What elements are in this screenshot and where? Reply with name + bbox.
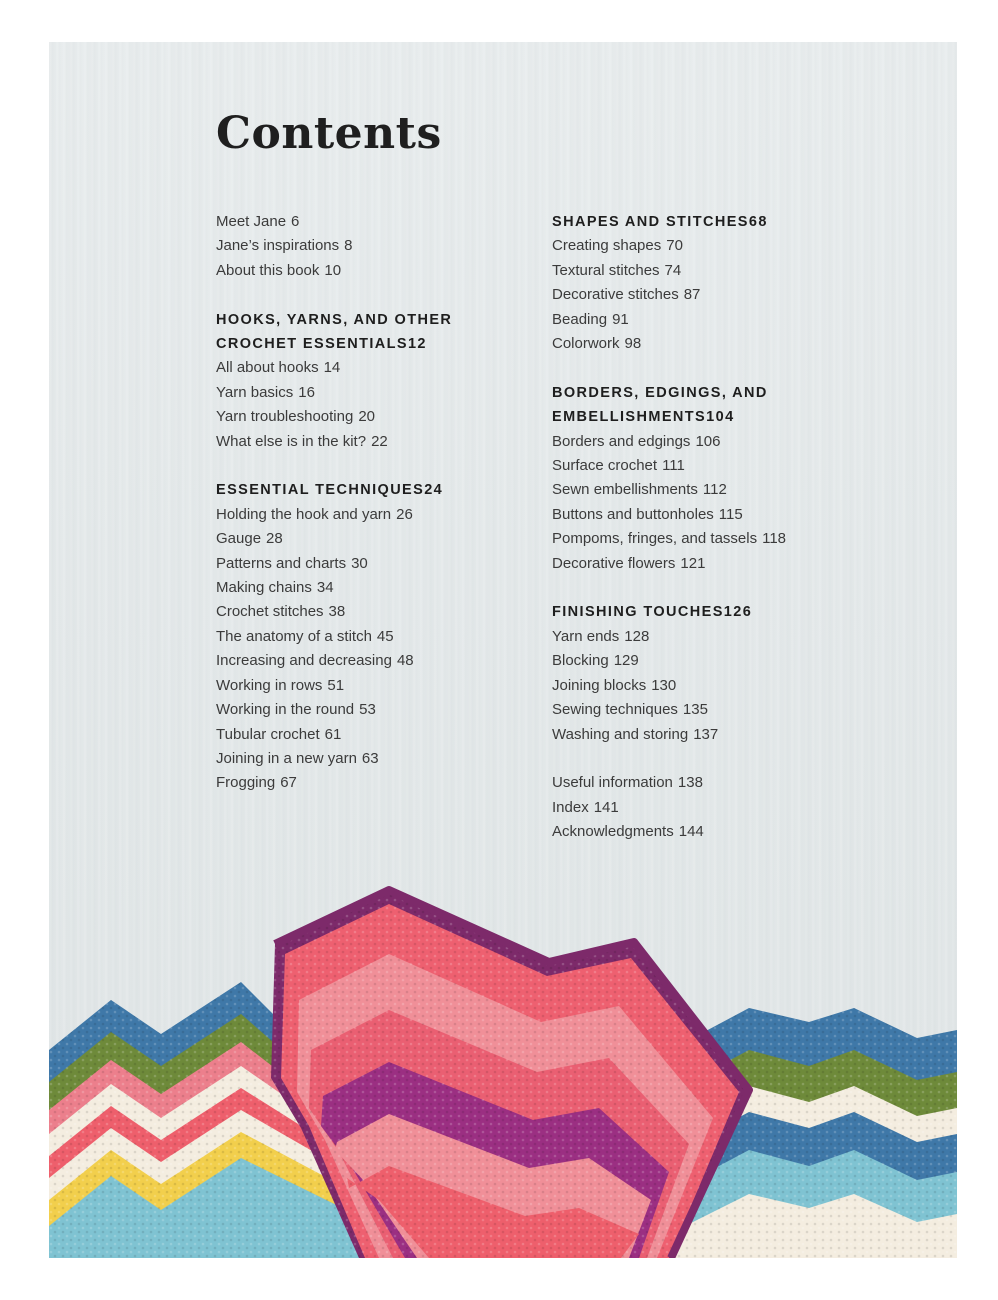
page-title: Contents <box>216 108 442 159</box>
section-gap <box>552 747 882 771</box>
toc-entry[interactable] <box>552 771 882 795</box>
toc-entry-label: Washing and storing <box>552 725 689 743</box>
section-heading-essential-techniques[interactable] <box>216 478 546 502</box>
toc-entry-page: 22 <box>371 432 388 450</box>
section-gap <box>216 454 546 478</box>
toc-entry[interactable] <box>552 698 882 722</box>
toc-entry[interactable] <box>216 552 546 576</box>
section-heading-line: BORDERS, EDGINGS, AND <box>552 384 768 401</box>
toc-left-column <box>216 210 546 796</box>
toc-entry-label: Making chains <box>216 579 312 597</box>
toc-entry-page: 138 <box>677 774 703 792</box>
toc-entry-page: 118 <box>762 530 787 548</box>
toc-entry-page: 91 <box>612 310 629 328</box>
toc-entry-page: 8 <box>344 237 353 255</box>
toc-entry[interactable] <box>216 405 546 429</box>
section-heading-page: 104 <box>706 409 735 426</box>
toc-entry-label: Joining in a new yarn <box>216 749 357 767</box>
toc-entry[interactable] <box>552 478 882 502</box>
toc-entry[interactable] <box>552 820 882 844</box>
toc-entry[interactable] <box>216 503 546 527</box>
toc-entry[interactable] <box>216 600 546 624</box>
toc-entry[interactable] <box>552 552 882 576</box>
toc-entry-label: Surface crochet <box>552 457 658 475</box>
toc-entry-page: 70 <box>666 237 683 255</box>
toc-entry-label: Gauge <box>216 530 262 548</box>
toc-entry[interactable] <box>216 527 546 551</box>
toc-entry[interactable] <box>552 649 882 673</box>
toc-entry[interactable] <box>216 698 546 722</box>
toc-entry-label: Borders and edgings <box>552 432 691 450</box>
toc-entry[interactable] <box>552 796 882 820</box>
toc-entry-page: 130 <box>651 676 677 694</box>
toc-entry-page: 87 <box>683 286 701 304</box>
toc-entry-page: 98 <box>624 335 642 353</box>
section-heading-line: FINISHING TOUCHES <box>552 604 724 621</box>
crochet-swatches-illustration <box>49 882 957 1258</box>
toc-entry-page: 6 <box>291 213 300 230</box>
toc-entry-page: 144 <box>678 823 704 841</box>
toc-entry-label: Buttons and buttonholes <box>552 505 714 523</box>
toc-entry-page: 14 <box>323 359 341 377</box>
toc-entry[interactable] <box>552 454 882 478</box>
toc-entry-page: 26 <box>396 505 413 523</box>
toc-entry[interactable] <box>552 674 882 698</box>
toc-entry-label: Index <box>552 798 589 816</box>
toc-entry-page: 34 <box>316 579 334 597</box>
toc-entry-label: All about hooks <box>216 359 319 377</box>
toc-entry-label: What else is in the kit? <box>216 432 367 450</box>
toc-entry[interactable] <box>216 723 546 747</box>
toc-entry-page: 61 <box>324 725 342 743</box>
section-heading-line: CROCHET ESSENTIALS <box>216 336 408 353</box>
section-heading-borders[interactable] <box>552 381 882 405</box>
toc-entry[interactable] <box>216 576 546 600</box>
toc-entry-label: Beading <box>552 310 608 328</box>
toc-entry-label: Joining blocks <box>552 676 647 694</box>
toc-entry-label: Useful information <box>552 774 673 792</box>
toc-entry-page: 30 <box>351 554 368 572</box>
toc-entry-page: 28 <box>266 530 283 548</box>
toc-entry[interactable] <box>552 503 882 527</box>
section-heading-line: EMBELLISHMENTS <box>552 409 707 426</box>
toc-entry-page: 121 <box>680 554 706 572</box>
toc-entry[interactable] <box>216 210 546 234</box>
section-heading-finishing-touches[interactable] <box>552 600 882 624</box>
toc-entry-label: Colorwork <box>552 335 620 353</box>
section-heading-page: 126 <box>723 604 753 621</box>
toc-entry[interactable] <box>216 674 546 698</box>
section-heading-hooks-yarns-cont[interactable] <box>216 332 546 356</box>
toc-entry-page: 74 <box>664 261 682 279</box>
toc-entry-label: Jane’s inspirations <box>216 237 340 255</box>
toc-entry-label: Working in the round <box>216 701 355 719</box>
toc-entry-label: Crochet stitches <box>216 603 324 621</box>
toc-entry-label: About this book <box>216 261 320 279</box>
toc-entry[interactable] <box>216 381 546 405</box>
toc-entry[interactable] <box>552 259 882 283</box>
toc-entry-label: Holding the hook and yarn <box>216 505 392 523</box>
toc-entry-label: Increasing and decreasing <box>216 652 392 670</box>
toc-entry-page: 53 <box>359 701 376 719</box>
toc-entry-page: 111 <box>662 457 685 475</box>
section-heading-line: HOOKS, YARNS, AND OTHER <box>216 311 453 328</box>
toc-entry-page: 51 <box>327 676 345 694</box>
section-heading-line: ESSENTIAL TECHNIQUES <box>216 482 425 499</box>
toc-entry-page: 16 <box>298 383 315 401</box>
toc-entry-label: Meet Jane <box>216 213 287 230</box>
toc-entry[interactable] <box>216 430 546 454</box>
toc-entry[interactable] <box>216 356 546 380</box>
section-heading-line: SHAPES AND STITCHES <box>552 214 749 230</box>
toc-entry-label: Pompoms, fringes, and tassels <box>552 530 758 548</box>
toc-entry[interactable] <box>552 527 882 551</box>
toc-entry-label: Patterns and charts <box>216 554 347 572</box>
toc-entry-page: 45 <box>376 627 394 645</box>
toc-entry-page: 48 <box>396 652 414 670</box>
toc-entry-page: 135 <box>682 701 708 719</box>
toc-entry[interactable] <box>216 771 546 795</box>
toc-right-column <box>552 210 882 845</box>
toc-entry[interactable] <box>552 430 882 454</box>
toc-entry[interactable] <box>552 625 882 649</box>
toc-entry-page: 128 <box>624 627 650 645</box>
section-gap <box>552 576 882 600</box>
toc-entry-label: Sewn embellishments <box>552 481 698 499</box>
toc-entry-page: 137 <box>693 725 719 743</box>
toc-entry[interactable] <box>216 747 546 771</box>
section-heading-page: 68 <box>748 214 768 230</box>
toc-entry[interactable] <box>552 283 882 307</box>
toc-entry-page: 141 <box>593 798 619 816</box>
toc-entry-label: Working in rows <box>216 676 323 694</box>
toc-entry[interactable] <box>216 625 546 649</box>
toc-entry[interactable] <box>216 234 546 258</box>
toc-entry-label: Creating shapes <box>552 237 662 255</box>
page-panel <box>49 42 957 1258</box>
toc-entry[interactable] <box>552 234 882 258</box>
toc-entry-page: 112 <box>702 481 727 499</box>
toc-entry-page: 63 <box>361 749 379 767</box>
toc-entry-label: Sewing techniques <box>552 701 678 719</box>
toc-entry-label: Blocking <box>552 652 609 670</box>
section-heading-page: 12 <box>407 336 427 353</box>
toc-entry-label: Tubular crochet <box>216 725 320 743</box>
toc-entry-label: Acknowledgments <box>552 823 674 841</box>
toc-entry-page: 10 <box>324 261 342 279</box>
toc-entry[interactable] <box>552 308 882 332</box>
section-heading-hooks-yarns[interactable] <box>216 308 546 332</box>
section-heading-shapes-stitches[interactable] <box>552 210 882 234</box>
toc-entry-label: The anatomy of a stitch <box>216 627 372 645</box>
toc-entry-label: Yarn basics <box>216 383 294 401</box>
section-gap <box>552 356 882 380</box>
toc-entry[interactable] <box>216 649 546 673</box>
section-heading-borders-cont[interactable] <box>552 405 882 429</box>
toc-entry-label: Yarn ends <box>552 627 620 645</box>
toc-entry-label: Yarn troubleshooting <box>216 408 354 426</box>
toc-entry-label: Textural stitches <box>552 261 660 279</box>
toc-entry-label: Decorative flowers <box>552 554 676 572</box>
toc-entry[interactable] <box>216 259 546 283</box>
section-heading-page: 24 <box>424 482 444 499</box>
toc-entry-page: 38 <box>328 603 346 621</box>
toc-entry-label: Decorative stitches <box>552 286 679 304</box>
toc-entry-page: 67 <box>280 774 297 792</box>
toc-entry[interactable] <box>552 723 882 747</box>
toc-entry[interactable] <box>552 332 882 356</box>
section-gap <box>216 283 546 307</box>
toc-entry-page: 129 <box>613 652 639 670</box>
toc-entry-page: 20 <box>358 408 376 426</box>
toc-entry-page: 106 <box>695 432 721 450</box>
toc-entry-page: 115 <box>718 505 743 523</box>
toc-entry-label: Frogging <box>216 774 276 792</box>
